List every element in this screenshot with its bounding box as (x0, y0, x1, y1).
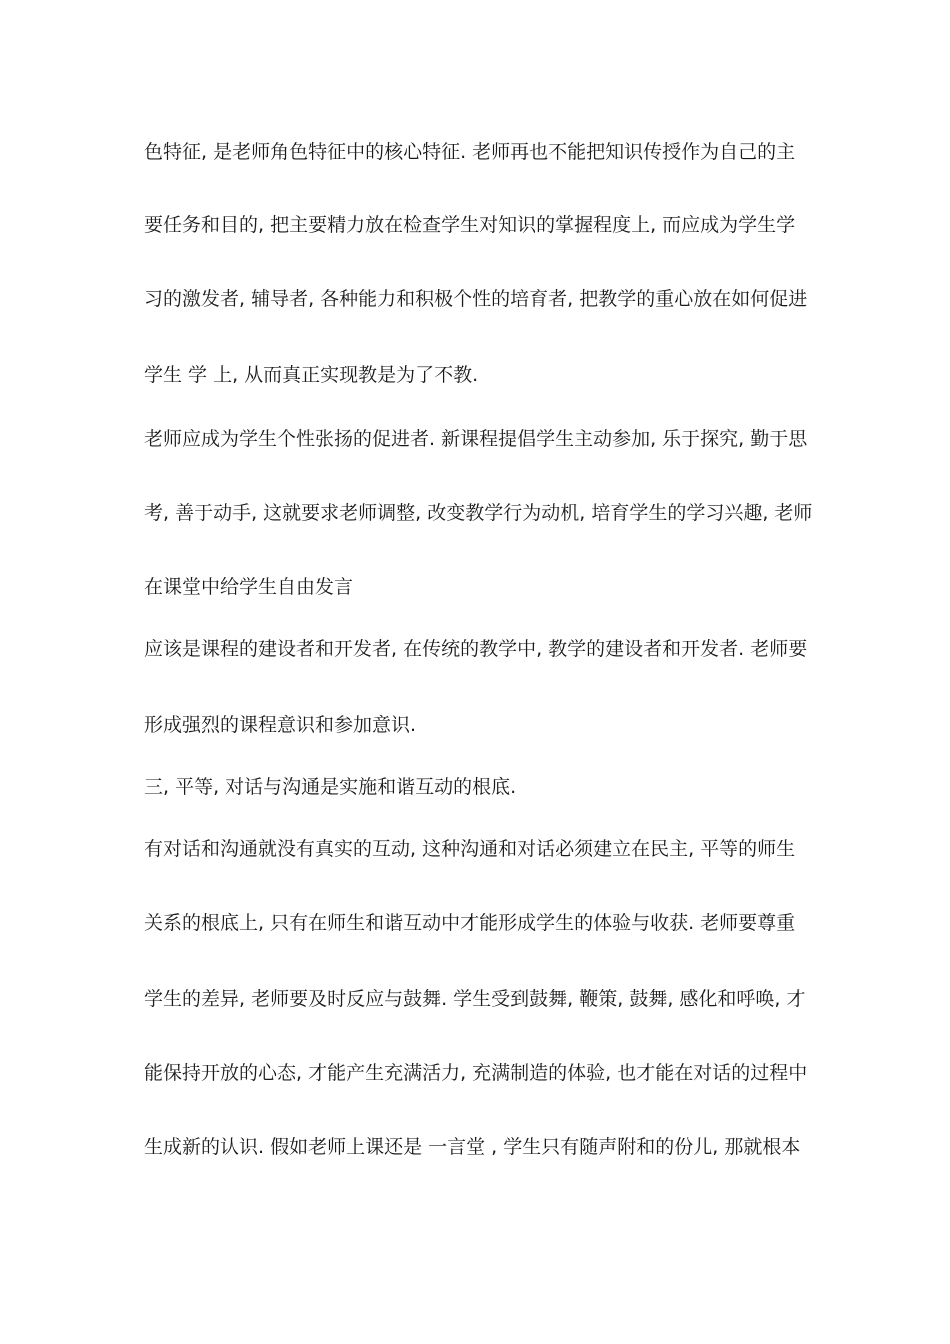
text-line: 在课堂中给学生自由发言 (144, 576, 354, 598)
text-line: 学生的差异, 老师要及时反应与鼓舞. 学生受到鼓舞, 鞭策, 鼓舞, 感化和呼唤, 才 (144, 988, 806, 1010)
text-line: 生成新的认识. 假如老师上课还是 一言堂 , 学生只有随声附和的份儿, 那就根本 (144, 1136, 801, 1158)
text-line: 要任务和目的, 把主要精力放在检查学生对知识的掌握程度上, 而应成为学生学 (144, 214, 796, 236)
text-line: 三, 平等, 对话与沟通是实施和谐互动的根底. (144, 776, 517, 798)
text-line: 能保持开放的心态, 才能产生充满活力, 充满制造的体验, 也才能在对话的过程中 (144, 1062, 808, 1084)
text-line: 形成强烈的课程意识和参加意识. (144, 714, 417, 736)
text-line: 有对话和沟通就没有真实的互动, 这种沟通和对话必须建立在民主, 平等的师生 (144, 838, 796, 860)
text-line: 老师应成为学生个性张扬的促进者. 新课程提倡学生主动参加, 乐于探究, 勤于思 (144, 428, 808, 450)
text-line: 学生 学 上, 从而真正实现教是为了不教. (144, 364, 479, 386)
text-line: 考, 善于动手, 这就要求老师调整, 改变教学行为动机, 培育学生的学习兴趣, 老师 (144, 502, 813, 524)
text-line: 关系的根底上, 只有在师生和谐互动中才能形成学生的体验与收获. 老师要尊重 (144, 912, 796, 934)
text-line: 习的激发者, 辅导者, 各种能力和积极个性的培育者, 把教学的重心放在如何促进 (144, 288, 808, 310)
text-line: 应该是课程的建设者和开发者, 在传统的教学中, 教学的建设者和开发者. 老师要 (144, 638, 808, 660)
text-line: 色特征, 是老师角色特征中的核心特征. 老师再也不能把知识传授作为自己的主 (144, 141, 796, 163)
